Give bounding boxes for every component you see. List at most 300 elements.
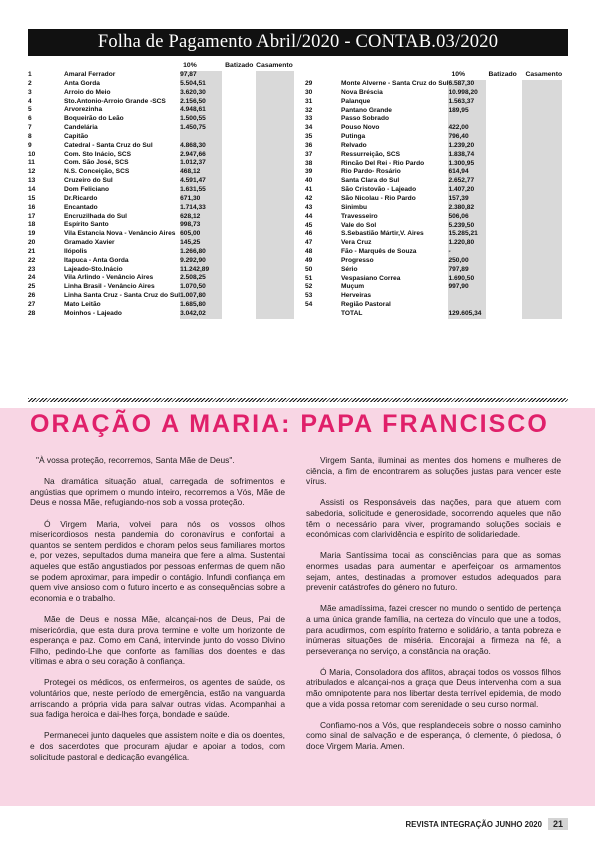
parish-number: 18 [28, 221, 36, 229]
parish-name: Arroio do Meio [64, 88, 111, 96]
casamento-cell [522, 275, 562, 284]
parish-value: 628,12 [180, 213, 222, 222]
parish-name: Sério [341, 265, 358, 273]
parish-name: Capitão [64, 132, 89, 140]
table-row [28, 115, 294, 124]
parish-name: São Cristovão - Lajeado [341, 186, 417, 194]
article-paragraph: Na dramática situação atual, carregada de sofrimentos e angústias que oprimem o mundo inteiro, recorremos a Vós, Mãe de Deus e nossa Mãe, refugiando-nos sob a vossa proteção. [30, 476, 285, 508]
casamento-cell [522, 89, 562, 98]
batizado-cell [222, 301, 256, 310]
parish-value: 796,40 [448, 133, 486, 142]
casamento-cell [256, 239, 294, 248]
casamento-header: Casamento [256, 62, 293, 70]
page-number: 21 [548, 818, 568, 830]
parish-name: Vila Estancia Nova - Venâncio Aires [64, 230, 176, 238]
parish-value: 2.508,25 [180, 274, 222, 283]
parish-number: 34 [305, 124, 313, 132]
parish-value [448, 292, 486, 301]
table-row [305, 160, 562, 169]
casamento-cell [522, 204, 562, 213]
parish-value: 1.007,80 [180, 292, 222, 301]
casamento-cell [256, 292, 294, 301]
parish-name: Travesseiro [341, 212, 378, 220]
batizado-cell [486, 257, 522, 266]
parish-name: Palanque [341, 97, 371, 105]
parish-name: Vila Arlindo - Venâncio Aires [64, 274, 154, 282]
article-paragraph: Protegei os médicos, os enfermeiros, os agentes de saúde, os voluntários que, neste período de emergência, estão na vanguarda arriscando a própria vida para salvar outras vidas. Acompanhai a sua fadiga heroica e dai-lhes força, bondade e saúde. [30, 677, 285, 720]
parish-name: Sto.Antonio-Arroio Grande -SCS [64, 97, 166, 105]
parish-value: 2.380,82 [448, 204, 486, 213]
casamento-cell [256, 89, 294, 98]
table-row [305, 98, 562, 107]
pct-header: 10% [180, 62, 222, 71]
table-row [28, 106, 294, 115]
casamento-cell [256, 142, 294, 151]
parish-number: 40 [305, 177, 313, 185]
table-row [305, 230, 562, 239]
parish-number: 29 [305, 80, 313, 87]
parish-value: 4.591,47 [180, 177, 222, 186]
payroll-banner-title: Folha de Pagamento Abril/2020 - CONTAB.03/2020 [28, 29, 568, 56]
parish-value: 614,94 [448, 168, 486, 177]
batizado-cell [486, 160, 522, 169]
table-row [28, 124, 294, 133]
table-row [305, 142, 562, 151]
casamento-cell [522, 230, 562, 239]
payroll-table-left [28, 62, 294, 319]
parish-name: Moinhos - Lajeado [64, 309, 122, 317]
parish-value: 998,73 [180, 221, 222, 230]
parish-name: Anta Gorda [64, 79, 100, 87]
parish-value: 10.998,20 [448, 89, 486, 98]
parish-name: Nova Bréscia [341, 88, 383, 96]
parish-name: Linha Brasil - Venâncio Aires [64, 283, 155, 291]
table-row [305, 89, 562, 98]
parish-number: 43 [305, 203, 313, 211]
parish-name: Arvorezinha [64, 106, 103, 114]
table-row [305, 213, 562, 222]
parish-number: 44 [305, 212, 313, 220]
table-row [305, 80, 562, 89]
parish-value: 1.450,75 [180, 124, 222, 133]
batizado-cell [222, 204, 256, 213]
table-row [28, 230, 294, 239]
parish-number: 28 [28, 309, 36, 317]
table-row [28, 310, 294, 319]
parish-number: 31 [305, 97, 313, 105]
parish-number: 33 [305, 115, 313, 123]
parish-value [448, 115, 486, 124]
casamento-cell [256, 266, 294, 275]
table-row [305, 275, 562, 284]
parish-name: Relvado [341, 141, 367, 149]
parish-name: Amaral Ferrador [64, 71, 116, 78]
article-column-left [30, 455, 285, 773]
casamento-header-right: Casamento [525, 71, 563, 79]
casamento-cell [256, 301, 294, 310]
table-row [28, 239, 294, 248]
batizado-cell [222, 98, 256, 107]
casamento-cell [522, 98, 562, 107]
parish-name: Com. Sto Inácio, SCS [64, 150, 132, 158]
casamento-cell [256, 115, 294, 124]
parish-number: 41 [305, 186, 313, 194]
parish-name: N.S. Conceição, SCS [64, 168, 130, 176]
parish-name: Fão - Marquês de Souza [341, 248, 417, 256]
parish-name: Gramado Xavier [64, 239, 115, 247]
batizado-cell [222, 266, 256, 275]
batizado-cell [486, 124, 522, 133]
parish-number: 38 [305, 159, 313, 167]
parish-name: Pouso Novo [341, 124, 380, 132]
parish-name: Encantado [64, 203, 98, 211]
article-column-right [306, 455, 561, 762]
casamento-cell [256, 204, 294, 213]
parish-value: 15.285,21 [448, 230, 486, 239]
batizado-cell [222, 89, 256, 98]
parish-name: Linha Santa Cruz - Santa Cruz do Sul [64, 292, 181, 300]
batizado-cell [486, 168, 522, 177]
parish-name: Ilópolis [64, 247, 88, 255]
parish-number: 37 [305, 150, 313, 158]
batizado-cell [222, 213, 256, 222]
parish-number: 50 [305, 265, 313, 273]
casamento-cell [522, 301, 562, 310]
parish-number: 36 [305, 141, 313, 149]
table-row [28, 266, 294, 275]
casamento-cell [522, 239, 562, 248]
parish-value: 1.690,50 [448, 275, 486, 284]
parish-name: Espírito Santo [64, 221, 109, 229]
casamento-cell [256, 159, 294, 168]
parish-number: 32 [305, 106, 313, 114]
article-title: ORAÇÃO A MARIA: PAPA FRANCISCO [30, 410, 549, 438]
parish-name: Boqueirão do Leão [64, 115, 124, 123]
article-paragraph: Virgem Santa, iluminai as mentes dos homens e mulheres de ciência, a fim de encontrarem as soluções justas para vencer este vírus. [306, 455, 561, 487]
parish-name: Ressurreição, SCS [341, 150, 401, 158]
parish-value: 2.156,50 [180, 98, 222, 107]
parish-name: São Nicolau - Rio Pardo [341, 194, 416, 202]
casamento-cell [522, 248, 562, 257]
parish-value: 1.070,50 [180, 283, 222, 292]
batizado-cell [486, 248, 522, 257]
casamento-cell [256, 98, 294, 107]
batizado-cell [222, 239, 256, 248]
table-row [28, 133, 294, 142]
parish-name: Herveiras [341, 292, 372, 300]
casamento-cell [256, 186, 294, 195]
casamento-cell [522, 283, 562, 292]
table-row [28, 80, 294, 89]
parish-number: 53 [305, 292, 313, 300]
casamento-cell [522, 80, 562, 89]
batizado-cell [486, 213, 522, 222]
table-row [28, 257, 294, 266]
parish-name: Região Pastoral [341, 301, 391, 309]
article-paragraph: Mãe amadíssima, fazei crescer no mundo o sentido de pertença a uma única grande família, na certeza do vínculo que une a todos, para acudirmos, com espírito fraterno e solidário, a tanta pobreza e inúmeras situações de miséria. Encorajai a firmeza na fé, a perseverança no serviço, a constância na oração. [306, 603, 561, 656]
casamento-cell [522, 310, 562, 319]
parish-name: Pantano Grande [341, 106, 392, 114]
parish-value: 1.685,80 [180, 301, 222, 310]
batizado-cell [486, 292, 522, 301]
casamento-cell [522, 160, 562, 169]
table-row [305, 257, 562, 266]
table-row [28, 213, 294, 222]
parish-value: 250,00 [448, 257, 486, 266]
casamento-cell [522, 195, 562, 204]
parish-number: 20 [28, 239, 36, 247]
casamento-cell [522, 151, 562, 160]
table-row [28, 274, 294, 283]
batizado-cell [486, 230, 522, 239]
table-row [305, 151, 562, 160]
batizado-cell [486, 98, 522, 107]
parish-name: Dr.Ricardo [64, 194, 98, 202]
table-row [305, 204, 562, 213]
parish-number: 7 [28, 124, 32, 132]
table-row [305, 177, 562, 186]
parish-name: Itapuca - Anta Gorda [64, 256, 129, 264]
article-paragraph: Mãe de Deus e nossa Mãe, alcançai-nos de Deus, Pai de misericórdia, que esta dura prova termine e volte um horizonte de esperança e paz. Como em Caná, intervinde junto do vosso Divino Filho, pedindo-Lhe que conforte as famílias dos doentes e das vítimas e abra o seu coração à confiança. [30, 613, 285, 667]
parish-number: 24 [28, 274, 36, 282]
article-paragraph: "À vossa proteção, recorremos, Santa Mãe de Deus". [36, 455, 235, 465]
parish-number: 14 [28, 185, 36, 193]
table-row [28, 195, 294, 204]
table-row [305, 124, 562, 133]
publication-name: REVISTA INTEGRAÇÃO JUNHO 2020 [405, 819, 542, 829]
parish-value: 797,89 [448, 266, 486, 275]
table-row [28, 186, 294, 195]
parish-value: 5.504,51 [180, 80, 222, 89]
table-row [28, 71, 294, 80]
parish-value: 1.239,20 [448, 142, 486, 151]
casamento-cell [256, 257, 294, 266]
casamento-cell [256, 106, 294, 115]
parish-name: TOTAL [341, 309, 363, 317]
casamento-cell [522, 142, 562, 151]
table-row [305, 248, 562, 257]
parish-number: 6 [28, 115, 32, 123]
batizado-cell [486, 222, 522, 231]
batizado-cell [486, 107, 522, 116]
batizado-cell [486, 89, 522, 98]
casamento-cell [256, 248, 294, 257]
table-row [28, 204, 294, 213]
casamento-cell [522, 292, 562, 301]
article-paragraph: Permanecei junto daqueles que assistem noite e dia os doentes, e dos sacerdotes que procuram ajudar e apoiar a todos, com solicitude pastoral e dedicação evangélica. [30, 730, 285, 762]
table-row [28, 89, 294, 98]
parish-value: 671,30 [180, 195, 222, 204]
parish-name: Sinimbu [341, 203, 368, 211]
batizado-cell [222, 177, 256, 186]
article-paragraph: Assisti os Responsáveis das nações, para que atuem com sabedoria, solicitude e generosidade, socorrendo aqueles que não têm o necessário para viver, programando soluções sociais e económicas com clarividência e espírito de solidariedade. [306, 497, 561, 540]
parish-value: 11.242,89 [180, 266, 222, 275]
batizado-cell [222, 142, 256, 151]
batizado-cell [222, 124, 256, 133]
parish-value: 3.620,30 [180, 89, 222, 98]
parish-value: 1.500,55 [180, 115, 222, 124]
parish-name: Vale do Sol [341, 221, 377, 229]
parish-value: 9.292,90 [180, 257, 222, 266]
batizado-cell [486, 151, 522, 160]
table-row [28, 248, 294, 257]
article-paragraph: Ó Maria, Consoladora dos aflitos, abraçai todos os vossos filhos atribulados e alcançai-nos a graça que Deus intervenha com a sua mão omnipotente para nos libertar desta terrível epidemia, de modo que a vida possa retomar com serenidade o seu curso normal. [306, 666, 561, 709]
parish-value: 189,95 [448, 107, 486, 116]
parish-value [180, 133, 222, 142]
casamento-cell [522, 186, 562, 195]
parish-name: Putinga [341, 133, 366, 141]
parish-number: 30 [305, 88, 313, 96]
parish-value: 6.587,30 [448, 80, 486, 89]
parish-number [305, 310, 341, 319]
hatched-divider [28, 398, 568, 402]
batizado-cell [486, 142, 522, 151]
table-row [28, 151, 294, 160]
casamento-cell [522, 133, 562, 142]
batizado-cell [222, 151, 256, 160]
parish-value: 129.605,34 [448, 310, 486, 319]
table-row [305, 115, 562, 124]
batizado-cell [222, 80, 256, 89]
parish-value: 97,87 [180, 71, 222, 80]
batizado-cell [486, 275, 522, 284]
batizado-cell [222, 115, 256, 124]
batizado-cell [222, 292, 256, 301]
article-paragraph: Ó Virgem Maria, volvei para nós os vossos olhos misericordiosos nesta pandemia do coronavírus e confortai a quantos se sentem perdidos e choram pelos seus familiares mortos e, por vezes, sepultados duma maneira que fere a alma. Sustentai aqueles que estão angustiados por pessoas enfermas de quem não se podem aproximar, para impedir o contágio. Infundi confiança em quem vive ansioso com o futuro incerto e as consequências sobre a economia e o trabalho. [30, 518, 285, 603]
casamento-cell [522, 257, 562, 266]
page-footer [406, 818, 569, 830]
casamento-cell [522, 213, 562, 222]
parish-number: 49 [305, 256, 313, 264]
parish-number: 27 [28, 300, 36, 308]
batizado-cell [222, 159, 256, 168]
parish-number: 4 [28, 97, 32, 105]
casamento-cell [522, 266, 562, 275]
table-row [28, 168, 294, 177]
casamento-cell [256, 230, 294, 239]
parish-number: 2 [28, 79, 32, 87]
pct-header-right: 10% [448, 71, 486, 80]
parish-number: 46 [305, 230, 313, 238]
parish-value: 3.042,02 [180, 310, 222, 319]
batizado-cell [222, 248, 256, 257]
parish-number: 21 [28, 247, 36, 255]
parish-name: Lajeado-Sto.Inácio [64, 265, 123, 273]
parish-value: 1.300,95 [448, 160, 486, 169]
casamento-cell [522, 107, 562, 116]
parish-name: Encruzilhada do Sul [64, 212, 128, 220]
parish-value: 2.652,77 [448, 177, 486, 186]
parish-name: Passo Sobrado [341, 115, 390, 123]
article-paragraph: Confiamo-nos a Vós, que resplandeceis sobre o nosso caminho como sinal de salvação e de esperança, ó clemente, ó piedosa, ó doce Virgem Maria. Amen. [306, 719, 561, 752]
batizado-cell [222, 106, 256, 115]
table-row [305, 107, 562, 116]
batizado-cell [486, 115, 522, 124]
parish-number: 54 [305, 301, 313, 309]
batizado-cell [486, 80, 522, 89]
parish-name: Muçum [341, 283, 365, 291]
casamento-cell [256, 274, 294, 283]
casamento-cell [256, 124, 294, 133]
batizado-cell [222, 71, 256, 80]
batizado-cell [222, 133, 256, 142]
table-row [305, 292, 562, 301]
batizado-cell [222, 310, 256, 319]
table-row [28, 159, 294, 168]
parish-value: 468,12 [180, 168, 222, 177]
batizado-cell [486, 301, 522, 310]
parish-number: 8 [28, 132, 32, 140]
parish-value: 1.220,80 [448, 239, 486, 248]
batizado-cell [486, 195, 522, 204]
parish-value: 1.012,37 [180, 159, 222, 168]
batizado-cell [486, 266, 522, 275]
parish-value: 1.407,20 [448, 186, 486, 195]
parish-number: 35 [305, 133, 313, 141]
parish-name: Vera Cruz [341, 239, 372, 247]
parish-number: 12 [28, 168, 36, 176]
casamento-cell [256, 283, 294, 292]
table-row [28, 283, 294, 292]
casamento-cell [256, 133, 294, 142]
parish-name: Candelária [64, 124, 98, 132]
casamento-cell [522, 124, 562, 133]
parish-value: 4.868,30 [180, 142, 222, 151]
parish-value: 157,39 [448, 195, 486, 204]
parish-number: 5 [28, 106, 32, 114]
casamento-cell [522, 177, 562, 186]
table-row [305, 222, 562, 231]
parish-value: 5.239,50 [448, 222, 486, 231]
parish-value: - [448, 248, 486, 257]
parish-value: 1.631,55 [180, 186, 222, 195]
table-row [305, 133, 562, 142]
parish-number: 16 [28, 203, 36, 211]
parish-number: 45 [305, 221, 313, 229]
parish-name: Monte Alverne - Santa Cruz do Sul [341, 80, 449, 87]
batizado-cell [222, 195, 256, 204]
parish-value: 422,00 [448, 124, 486, 133]
casamento-cell [522, 168, 562, 177]
casamento-cell [256, 151, 294, 160]
parish-number: 22 [28, 256, 36, 264]
parish-number: 47 [305, 239, 313, 247]
batizado-cell [222, 186, 256, 195]
parish-name: Santa Clara do Sul [341, 177, 400, 185]
parish-value: 1.714,33 [180, 204, 222, 213]
batizado-header-right: Batizado [488, 71, 517, 79]
parish-number: 11 [28, 159, 35, 167]
parish-number: 48 [305, 248, 313, 256]
parish-number: 13 [28, 177, 36, 185]
table-row [305, 301, 562, 310]
batizado-cell [222, 257, 256, 266]
batizado-cell [486, 283, 522, 292]
casamento-cell [256, 71, 294, 80]
batizado-cell [222, 168, 256, 177]
parish-value [448, 301, 486, 310]
table-row [305, 266, 562, 275]
table-row [305, 310, 562, 319]
batizado-cell [222, 230, 256, 239]
batizado-cell [486, 177, 522, 186]
parish-value: 605,00 [180, 230, 222, 239]
parish-value: 2.947,66 [180, 151, 222, 160]
batizado-cell [222, 221, 256, 230]
batizado-cell [222, 274, 256, 283]
parish-name: Rincão Del Rei - Rio Pardo [341, 159, 425, 167]
parish-number: 25 [28, 283, 36, 291]
